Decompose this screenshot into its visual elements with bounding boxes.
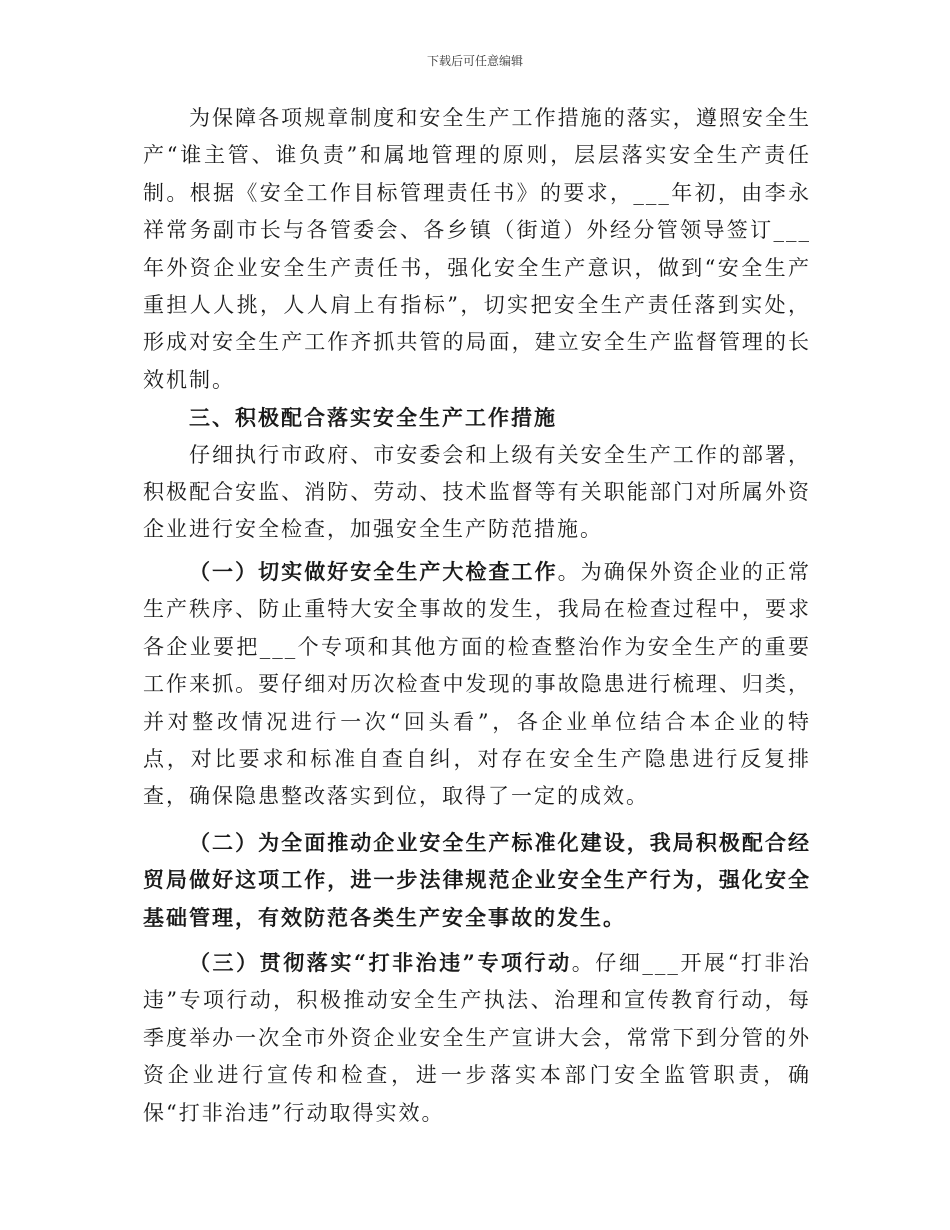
paragraph-crackdown [143, 944, 811, 1132]
paragraph-measures: 仔细执行市政府、市安委会和上级有关安全生产工作的部署，积极配合安监、消防、劳动、技术监督等有关职能部门对所属外资企业进行安全检查，加强安全生产防范措施。 [143, 442, 811, 542]
subheading-crackdown: （三）贯彻落实“打非治违”专项行动 [189, 949, 572, 975]
page-header: 下载后可任意编辑 [426, 54, 523, 68]
paragraph-standardization: （二）为全面推动企业安全生产标准化建设，我局积极配合经贸局做好这项工作，进一步法律规范企业安全生产行为，强化安全基础管理，有效防范各类生产安全事故的发生。 [143, 829, 811, 930]
paragraph-responsibility: 为保障各项规章制度和安全生产工作措施的落实，遵照安全生产“谁主管、谁负责”和属地管理的原则，层层落实安全生产责任制。根据《安全工作目标管理责任书》的要求，___年初，由李永祥常务副市长与各管委会、各乡镇（街道）外经分管领导签订___年外资企业安全生产责任书，强化安全生产意识，做到“安全生产重担人人挑，人人肩上有指标”，切实把安全生产责任落到实处，形成对安全生产工作齐抓共管的局面，建立安全生产监督管理的长效机制。 [143, 106, 811, 392]
paragraph-inspection [143, 553, 811, 816]
paragraph-crackdown-body: 。仔细___开展“打非治违”专项行动，积极推动安全生产执法、治理和宣传教育行动，每季度举办一次全市外资企业安全生产宣讲大会，常常下到分管的外资企业进行宣传和检查，进一步落实本部门安全监管职责，确保“打非治违”行动取得实效。 [143, 950, 811, 1125]
subheading-inspection: （一）切实做好安全生产大检查工作 [189, 558, 558, 584]
section-heading-3: 三、积极配合落实安全生产工作措施 [189, 405, 557, 431]
document-body [143, 100, 811, 1132]
paragraph-inspection-body: 。为确保外资企业的正常生产秩序、防止重特大安全事故的发生，我局在检查过程中，要求各企业要把___个专项和其他方面的检查整治作为安全生产的重要工作来抓。要仔细对历次检查中发现的事故隐患进行梳理、归类，并对整改情况进行一次“回头看”，各企业单位结合本企业的特点，对比要求和标准自查自纠，对存在安全生产隐患进行反复排查，确保隐患整改落实到位，取得了一定的成效。 [143, 559, 812, 809]
